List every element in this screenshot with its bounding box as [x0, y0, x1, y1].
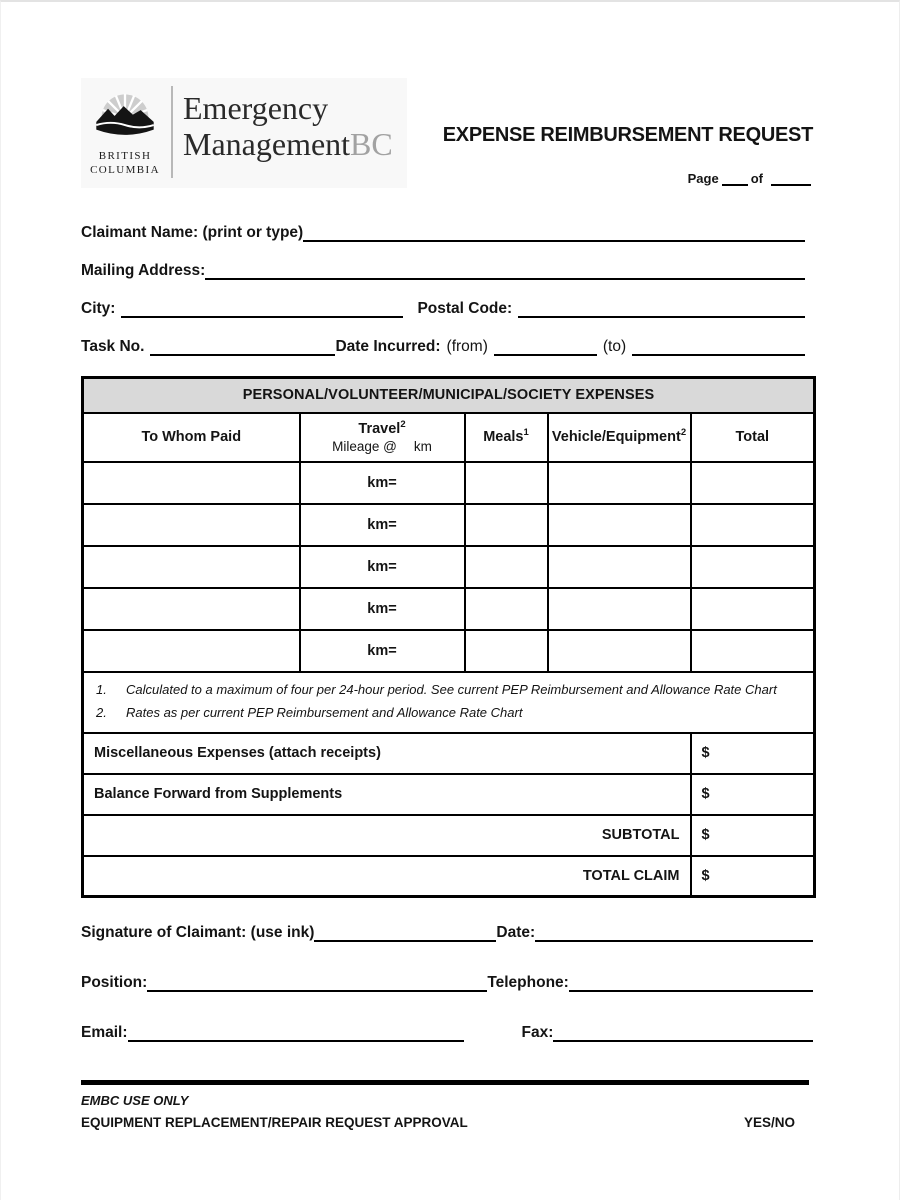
footnotes-row: [83, 672, 815, 733]
col-vehicle-equipment: Vehicle/Equipment$^2$: [548, 413, 691, 462]
travel-km-cell[interactable]: km=: [300, 588, 465, 630]
meals-footnote-ref: 1: [523, 427, 529, 439]
col-total: Total: [691, 413, 815, 462]
travel-footnote-ref: 2: [400, 418, 406, 430]
approval-row: [81, 1115, 813, 1130]
meals-cell[interactable]: [465, 588, 548, 630]
total-claim-label: TOTAL CLAIM: [83, 856, 691, 897]
claimant-name-row: [81, 224, 805, 242]
of-label: of: [750, 171, 763, 186]
task-no-field[interactable]: [150, 339, 335, 356]
subtotal-label: SUBTOTAL: [83, 815, 691, 856]
claimant-name-label: Claimant Name: (print or type): [81, 224, 304, 241]
vehicle-cell[interactable]: [548, 546, 691, 588]
total-claim-row: [83, 856, 815, 897]
brand-suffix: BC: [350, 126, 393, 163]
position-label: Position:: [81, 974, 148, 991]
to-whom-paid-cell[interactable]: [83, 546, 300, 588]
to-whom-paid-cell[interactable]: [83, 630, 300, 672]
postal-code-field[interactable]: [518, 301, 805, 318]
page-total-field[interactable]: [771, 173, 811, 186]
mailing-address-label: Mailing Address:: [81, 262, 206, 279]
brand-line2: ManagementBC: [183, 126, 393, 163]
embc-logo: [81, 78, 407, 188]
footnotes: [83, 672, 815, 733]
balance-forward-label: Balance Forward from Supplements: [83, 774, 691, 815]
signature-label: Signature of Claimant: (use ink): [81, 924, 315, 941]
total-cell[interactable]: [691, 588, 815, 630]
footer-divider: [81, 1080, 809, 1085]
date-label: Date:: [496, 924, 536, 941]
expense-row: [83, 630, 815, 672]
page-label: Page: [687, 171, 719, 186]
telephone-field[interactable]: [569, 975, 813, 992]
org-name-line1: BRITISH: [98, 150, 152, 162]
signature-date-row: [81, 924, 813, 942]
email-fax-row: [81, 1024, 813, 1042]
brand-line1: Emergency: [183, 90, 329, 126]
embc-use-only-label: EMBC USE ONLY: [81, 1093, 189, 1108]
bc-crest-icon: [92, 84, 158, 144]
email-field[interactable]: [128, 1025, 464, 1042]
telephone-label: Telephone:: [487, 974, 569, 991]
position-telephone-row: [81, 974, 813, 992]
to-whom-paid-cell[interactable]: [83, 462, 300, 504]
approval-label: EQUIPMENT REPLACEMENT/REPAIR REQUEST APPROVAL: [81, 1115, 468, 1130]
meals-cell[interactable]: [465, 462, 548, 504]
brand-name: [183, 84, 393, 163]
fax-field[interactable]: [553, 1025, 813, 1042]
yes-no-label[interactable]: YES/NO: [743, 1115, 795, 1130]
date-to-field[interactable]: [632, 339, 805, 356]
balance-forward-row: [83, 774, 815, 815]
page-title: EXPENSE REIMBURSEMENT REQUEST: [442, 124, 813, 146]
table-header-row: [83, 413, 815, 462]
travel-km-cell[interactable]: km=: [300, 546, 465, 588]
travel-km-cell[interactable]: km=: [300, 630, 465, 672]
total-claim-amount-cell[interactable]: $: [691, 856, 815, 897]
header-right: [443, 78, 813, 188]
task-no-label: Task No.: [81, 338, 145, 355]
meals-cell[interactable]: [465, 630, 548, 672]
meals-cell[interactable]: [465, 504, 548, 546]
expense-table: [81, 376, 816, 898]
meals-cell[interactable]: [465, 546, 548, 588]
total-cell[interactable]: [691, 630, 815, 672]
total-cell[interactable]: [691, 462, 815, 504]
signature-section: [81, 924, 813, 1042]
claimant-info-section: [81, 224, 805, 356]
org-name-line2: COLUMBIA: [90, 163, 160, 176]
misc-expenses-row: [83, 733, 815, 774]
from-label: (from): [446, 338, 488, 355]
total-cell[interactable]: [691, 504, 815, 546]
email-label: Email:: [81, 1024, 128, 1041]
expense-row: [83, 546, 815, 588]
footnote-1: 1. Calculated to a maximum of four per 24-hour period. See current PEP Reimbursement and Allowance Rate Chart: [96, 681, 777, 697]
to-whom-paid-cell[interactable]: [83, 504, 300, 546]
misc-expenses-amount-cell[interactable]: $: [691, 733, 815, 774]
date-field[interactable]: [535, 925, 813, 942]
table-title: PERSONAL/VOLUNTEER/MUNICIPAL/SOCIETY EXPENSES: [83, 378, 815, 413]
expense-row: [83, 462, 815, 504]
to-whom-paid-cell[interactable]: [83, 588, 300, 630]
mailing-address-field[interactable]: [205, 263, 805, 280]
page-number: [443, 171, 813, 186]
vehicle-cell[interactable]: [548, 504, 691, 546]
date-incurred-label: Date Incurred:: [335, 338, 441, 355]
vehicle-cell[interactable]: [548, 588, 691, 630]
total-cell[interactable]: [691, 546, 815, 588]
position-field[interactable]: [147, 975, 487, 992]
city-field[interactable]: [121, 301, 403, 318]
bc-crest: [89, 84, 161, 178]
col-to-whom-paid: To Whom Paid: [83, 413, 300, 462]
city-label: City:: [81, 300, 116, 317]
expense-row: [83, 588, 815, 630]
task-date-row: [81, 338, 805, 356]
table-title-row: [83, 378, 815, 413]
signature-field[interactable]: [314, 925, 496, 942]
expense-row: [83, 504, 815, 546]
subtotal-row: [83, 815, 815, 856]
claimant-name-field[interactable]: [303, 225, 805, 242]
col-travel: Travel$^2$ Mileage @ km: [300, 413, 465, 462]
footnote-2: 2. Rates as per current PEP Reimbursement and Allowance Rate Chart: [96, 704, 523, 720]
travel-km-cell[interactable]: km=: [300, 504, 465, 546]
vehicle-cell[interactable]: [548, 462, 691, 504]
city-postal-row: [81, 300, 805, 318]
postal-code-label: Postal Code:: [417, 300, 513, 317]
mailing-address-row: [81, 262, 805, 280]
form-header: [81, 78, 813, 188]
fax-label: Fax:: [521, 1024, 554, 1041]
logo-divider: [171, 86, 173, 178]
vehicle-footnote-ref: 2: [680, 427, 687, 439]
vehicle-cell[interactable]: [548, 630, 691, 672]
travel-km-cell[interactable]: km=: [300, 462, 465, 504]
to-label: (to): [602, 338, 627, 355]
col-meals: Meals$^1$: [465, 413, 548, 462]
balance-forward-amount-cell[interactable]: $: [691, 774, 815, 815]
page-number-field[interactable]: [722, 173, 748, 186]
misc-expenses-label: Miscellaneous Expenses (attach receipts): [83, 733, 691, 774]
date-from-field[interactable]: [494, 339, 597, 356]
org-name: [89, 150, 161, 178]
subtotal-amount-cell[interactable]: $: [691, 815, 815, 856]
